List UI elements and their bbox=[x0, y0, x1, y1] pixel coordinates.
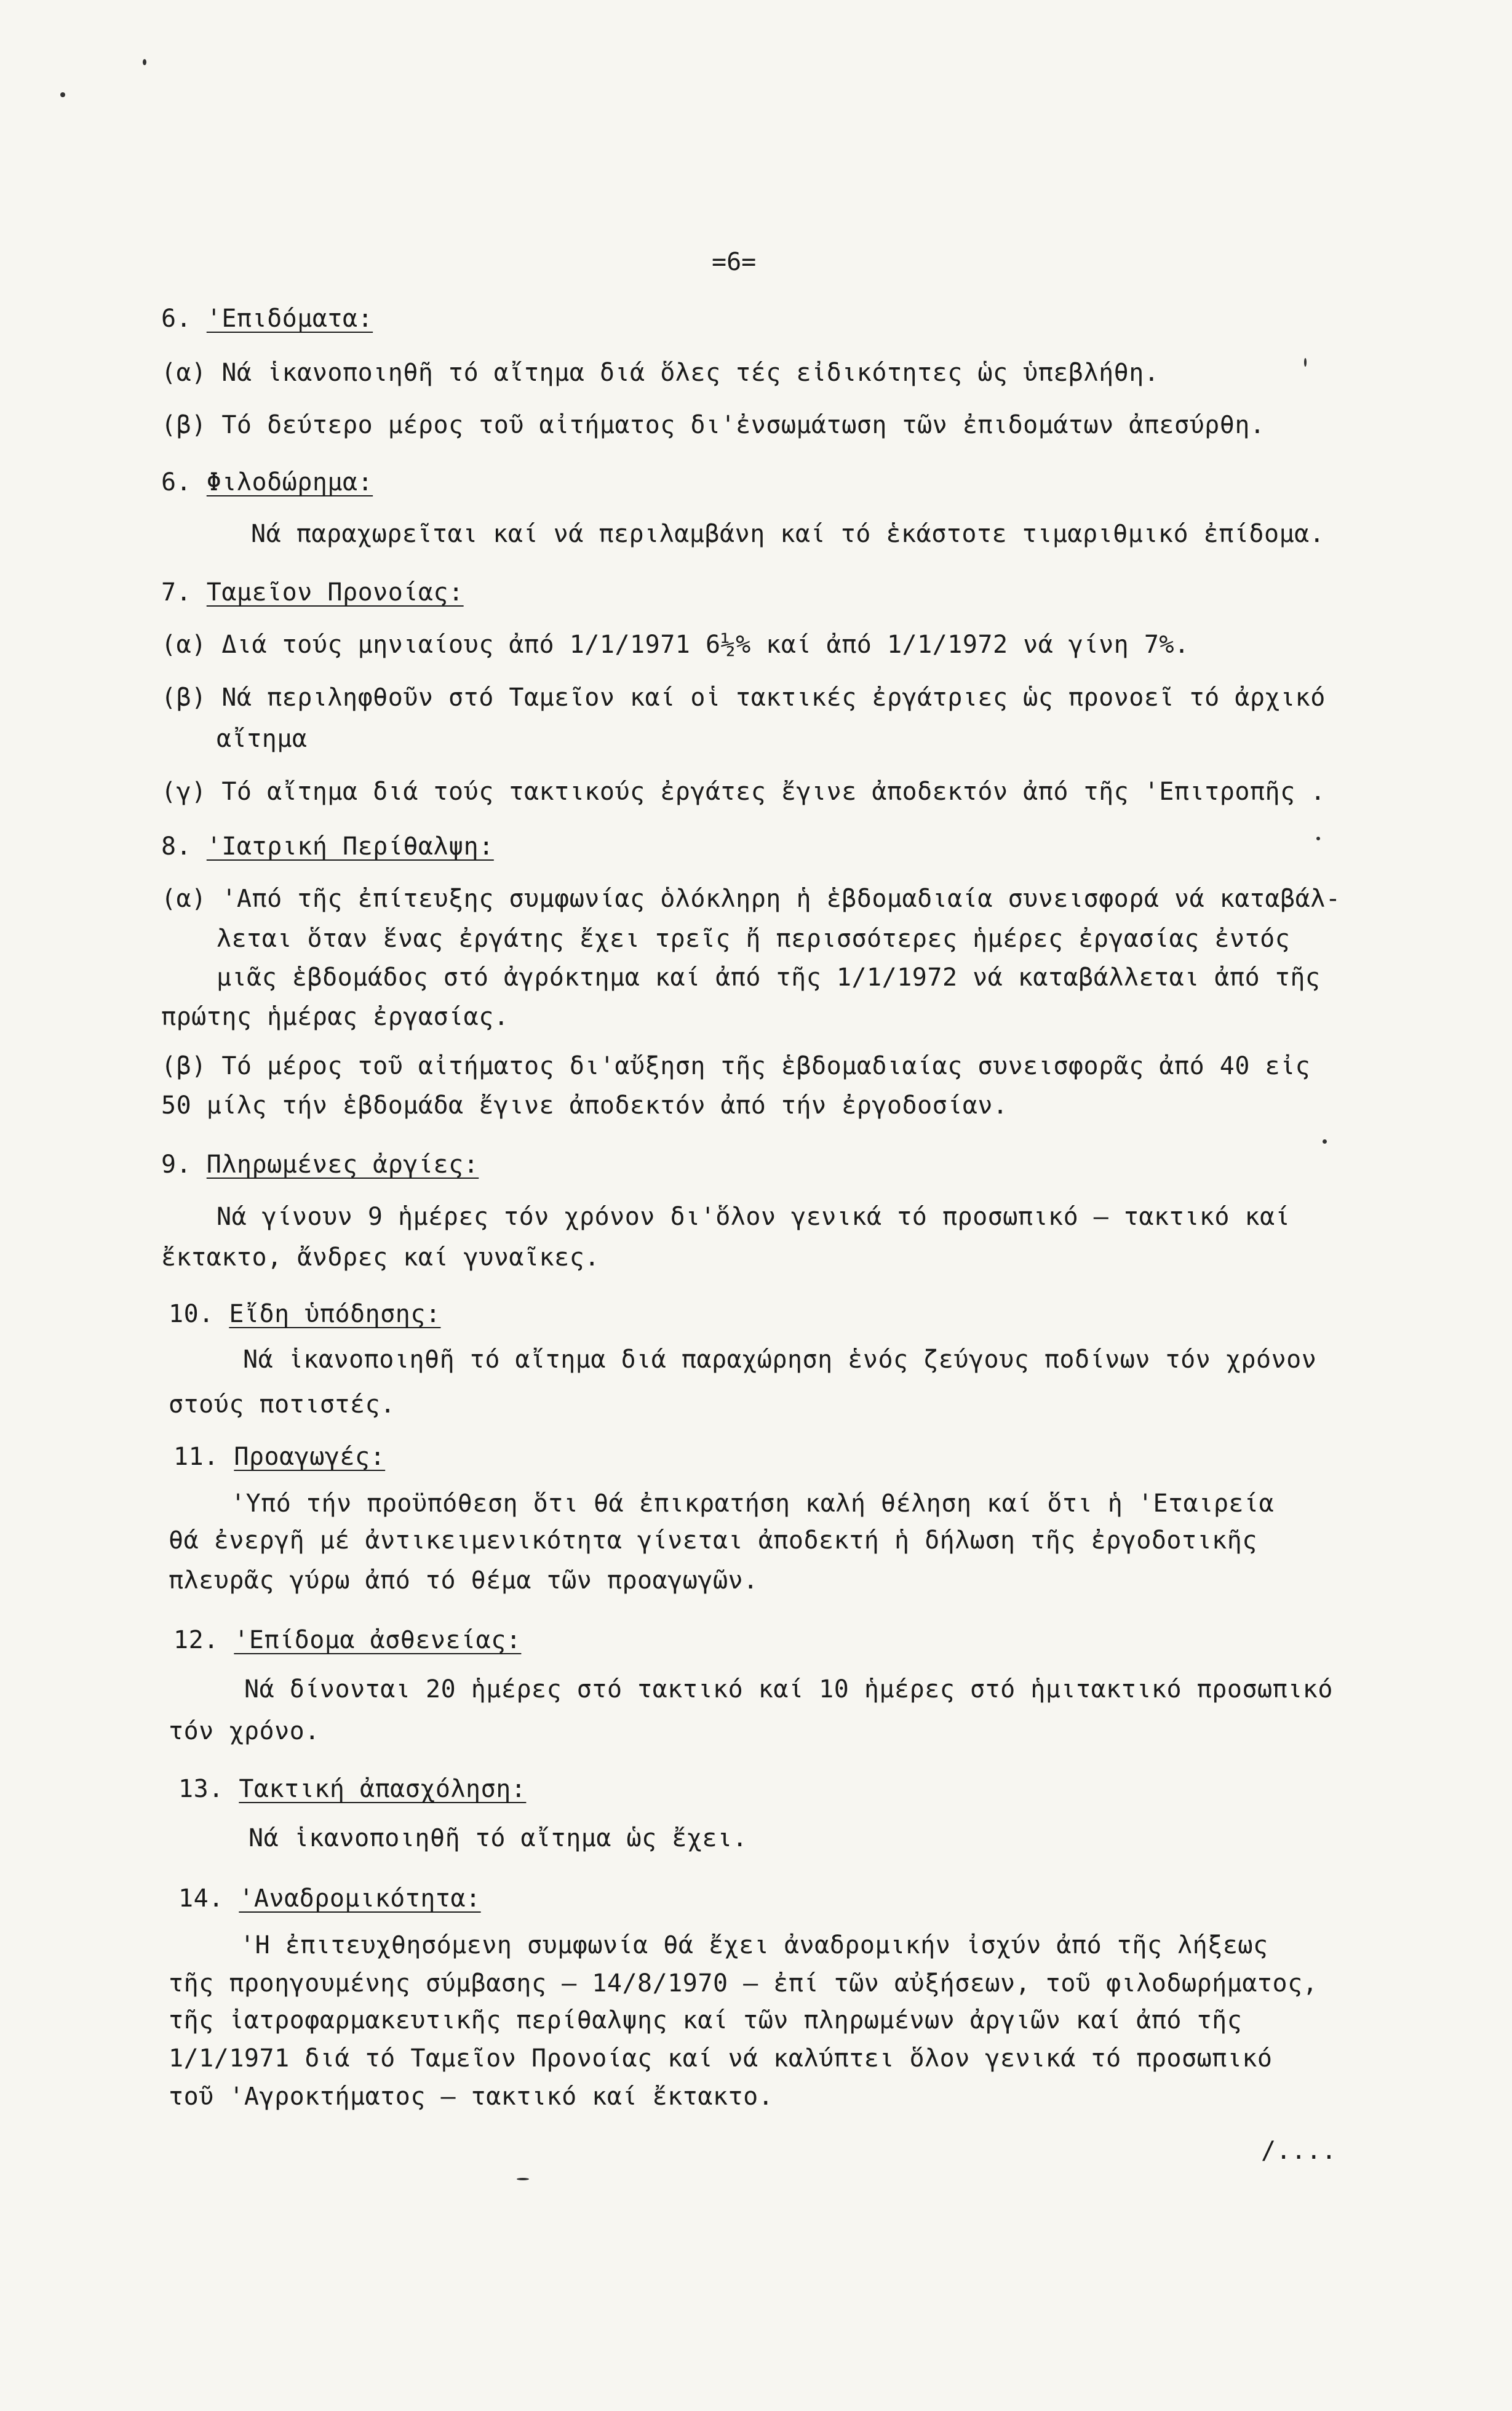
text-line bbox=[161, 1050, 1310, 1082]
line-text: 13. bbox=[178, 1775, 239, 1803]
section-heading: Τακτική ἀπασχόληση: bbox=[239, 1775, 527, 1803]
line-text: Νά παραχωρεῖται καί νά περιλαμβάνη καί τό ἑκάστοτε τιμαριθμικό ἐπίδομα. bbox=[251, 520, 1325, 548]
line-text: Νά δίνονται 20 ἡμέρες στό τακτικό καί 10 ἡμέρες στό ἡμιτακτικό προσωπικό bbox=[244, 1675, 1333, 1704]
text-line bbox=[169, 1715, 320, 1747]
scan-speck bbox=[60, 92, 65, 97]
text-line bbox=[231, 1488, 1274, 1520]
line-text: 'Η ἐπιτευχθησόμενη συμφωνία θά ἔχει ἀναδρομικήν ἰσχύν ἀπό τῆς λήξεως bbox=[240, 1931, 1268, 1959]
text-line bbox=[169, 1967, 1318, 1999]
line-text: τοῦ 'Αγροκτήματος – τακτικό καί ἔκτακτο. bbox=[169, 2082, 774, 2111]
line-text: τῆς ἰατροφαρμακευτικῆς περίθαλψης καί τῶν πληρωμένων ἀργιῶν καί ἀπό τῆς bbox=[169, 2006, 1243, 2034]
line-text: 6. bbox=[161, 305, 207, 333]
section-heading: Φιλοδώρημα: bbox=[206, 468, 373, 496]
text-line bbox=[161, 883, 1340, 915]
scan-speck bbox=[1323, 1139, 1327, 1144]
text-line bbox=[161, 1149, 479, 1181]
section-heading: 'Επιδόματα: bbox=[206, 305, 373, 333]
text-line bbox=[169, 1524, 1257, 1556]
scan-speck bbox=[517, 2178, 529, 2180]
line-text: 9. bbox=[161, 1150, 207, 1179]
text-line bbox=[169, 1298, 440, 1330]
text-line bbox=[217, 923, 1290, 955]
text-line bbox=[161, 303, 373, 335]
text-line bbox=[169, 2004, 1242, 2036]
line-text: 8. bbox=[161, 832, 207, 861]
line-text: πλευρᾶς γύρω ἀπό τό θέμα τῶν προαγωγῶν. bbox=[169, 1566, 758, 1595]
text-line bbox=[161, 1001, 509, 1033]
text-line bbox=[161, 682, 1326, 714]
line-text: στούς ποτιστές. bbox=[169, 1390, 396, 1419]
section-heading: Ταμεῖον Προνοίας: bbox=[206, 578, 464, 607]
line-text: μιᾶς ἑβδομάδος στό ἀγρόκτημα καί ἀπό τῆς 1/1/1972 νά καταβάλλεται ἀπό τῆς bbox=[217, 963, 1321, 992]
section-heading: Πληρωμένες ἀργίες: bbox=[206, 1150, 479, 1179]
scan-speck bbox=[143, 59, 146, 65]
text-line bbox=[173, 1624, 521, 1656]
line-text: θά ἐνεργῆ μέ ἀντικειμενικότητα γίνεται ἀποδεκτή ἡ δήλωση τῆς ἐργοδοτικῆς bbox=[169, 1526, 1257, 1555]
text-line bbox=[161, 466, 373, 498]
line-text: (β) Τό μέρος τοῦ αἰτήματος δι'αὔξηση τῆς ἑβδομαδιαίας συνεισφορᾶς ἀπό 40 εἰς bbox=[161, 1052, 1311, 1080]
text-line bbox=[249, 1822, 747, 1854]
section-heading: 'Επίδομα ἀσθενείας: bbox=[234, 1626, 522, 1654]
text-line bbox=[161, 357, 1159, 389]
line-text: αἴτημα bbox=[217, 725, 308, 753]
section-heading: 'Ιατρική Περίθαλψη: bbox=[206, 832, 494, 861]
line-text: 'Υπό τήν προϋπόθεση ὅτι θά ἐπικρατήση καλή θέληση καί ὅτι ἡ 'Εταιρεία bbox=[231, 1489, 1275, 1518]
text-line bbox=[173, 1441, 385, 1473]
section-heading: 'Αναδρομικότητα: bbox=[239, 1884, 481, 1913]
scan-speck bbox=[1304, 358, 1307, 367]
line-text: Νά ἱκανοποιηθῆ τό αἴτημα ὡς ἔχει. bbox=[249, 1824, 748, 1852]
line-text: (α) Νά ἱκανοποιηθῆ τό αἴτημα διά ὅλες τές εἰδικότητες ὡς ὑπεβλήθη. bbox=[161, 359, 1160, 387]
line-text: τῆς προηγουμένης σύμβασης – 14/8/1970 – ἐπί τῶν αὐξήσεων, τοῦ φιλοδωρήματος, bbox=[169, 1969, 1318, 1998]
text-line bbox=[217, 1201, 1290, 1233]
line-text: (β) Τό δεύτερο μέρος τοῦ αἰτήματος δι'ἐνσωμάτωση τῶν ἐπιδομάτων ἀπεσύρθη. bbox=[161, 411, 1265, 439]
text-line bbox=[251, 518, 1324, 550]
scan-speck bbox=[1316, 837, 1320, 840]
line-text: τόν χρόνο. bbox=[169, 1717, 320, 1745]
text-line bbox=[217, 962, 1321, 994]
text-line bbox=[161, 1090, 1008, 1122]
text-line bbox=[240, 1929, 1268, 1961]
line-text: 50 μίλς τήν ἑβδομάδα ἔγινε ἀποδεκτόν ἀπό τήν ἐργοδοσίαν. bbox=[161, 1091, 1008, 1120]
line-text: (β) Νά περιληφθοῦν στό Ταμεῖον καί οἱ τακτικές ἐργάτριες ὡς προνοεῖ τό ἀρχικό bbox=[161, 683, 1326, 712]
text-line bbox=[169, 2081, 773, 2113]
section-heading: Προαγωγές: bbox=[234, 1443, 386, 1471]
continuation-mark: /.... bbox=[1261, 2137, 1337, 2165]
text-line bbox=[169, 1389, 396, 1421]
text-line bbox=[161, 629, 1190, 661]
text-line bbox=[161, 776, 1326, 808]
line-text: (α) 'Από τῆς ἐπίτευξης συμφωνίας ὁλόκληρη ἡ ἑβδομαδιαία συνεισφορά νά καταβάλ- bbox=[161, 885, 1341, 913]
text-line bbox=[244, 1673, 1333, 1705]
text-line bbox=[161, 409, 1265, 441]
line-text: (α) Διά τούς μηνιαίους ἀπό 1/1/1971 6½% καί ἀπό 1/1/1972 νά γίνη 7%. bbox=[161, 631, 1190, 659]
line-text: Νά γίνουν 9 ἡμέρες τόν χρόνον δι'ὅλον γενικά τό προσωπικό – τακτικό καί bbox=[217, 1203, 1291, 1231]
text-line bbox=[178, 1773, 526, 1805]
line-text: 1/1/1971 διά τό Ταμεῖον Προνοίας καί νά καλύπτει ὅλον γενικά τό προσωπικό bbox=[169, 2044, 1273, 2073]
line-text: 10. bbox=[169, 1300, 229, 1328]
line-text: πρώτης ἡμέρας ἐργασίας. bbox=[161, 1003, 509, 1031]
text-line bbox=[217, 723, 308, 755]
line-text: 6. bbox=[161, 468, 207, 496]
line-text: Νά ἱκανοποιηθῆ τό αἴτημα διά παραχώρηση ἑνός ζεύγους ποδίνων τόν χρόνον bbox=[243, 1345, 1317, 1374]
text-line bbox=[161, 576, 464, 608]
line-text: 11. bbox=[173, 1443, 234, 1471]
page-number: =6= bbox=[712, 248, 757, 276]
line-text: λεται ὅταν ἕνας ἐργάτης ἔχει τρεῖς ἤ περισσότερες ἡμέρες ἐργασίας ἐντός bbox=[217, 925, 1291, 953]
text-line bbox=[161, 831, 494, 863]
section-heading: Εἴδη ὑπόδησης: bbox=[229, 1300, 441, 1328]
text-line bbox=[243, 1344, 1316, 1376]
text-line bbox=[169, 1564, 758, 1596]
line-text: 14. bbox=[178, 1884, 239, 1913]
line-text: (γ) Τό αἴτημα διά τούς τακτικούς ἐργάτες ἔγινε ἀποδεκτόν ἀπό τῆς 'Επιτροπῆς . bbox=[161, 778, 1326, 806]
text-line bbox=[178, 1883, 481, 1915]
line-text: 7. bbox=[161, 578, 207, 607]
text-line bbox=[169, 2042, 1273, 2074]
line-text: 12. bbox=[173, 1626, 234, 1654]
text-line bbox=[161, 1241, 600, 1273]
line-text: ἔκτακτο, ἄνδρες καί γυναῖκες. bbox=[161, 1243, 600, 1272]
